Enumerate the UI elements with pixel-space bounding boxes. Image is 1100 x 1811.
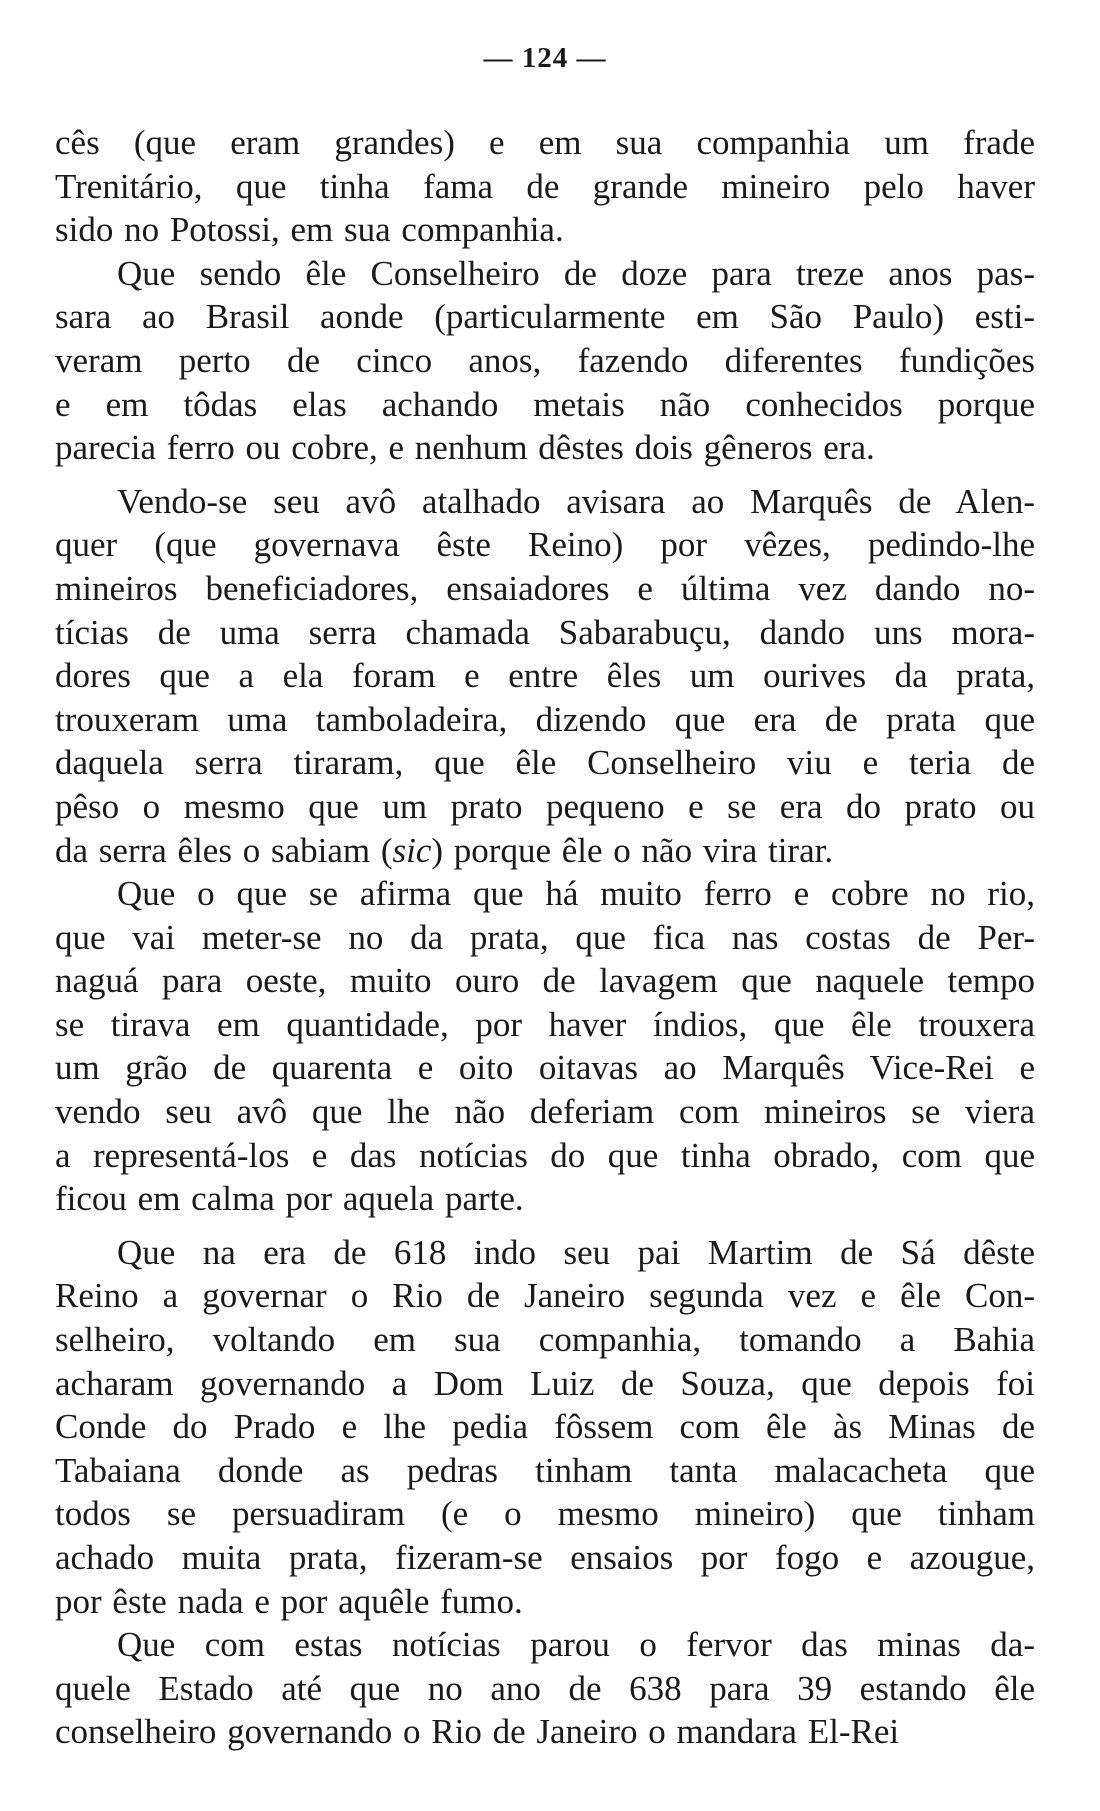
text-line: Tabaiana donde as pedras tinham tanta malacacheta que xyxy=(55,1450,1035,1490)
text-line: Trenitário, que tinha fama de grande mineiro pelo haver xyxy=(55,166,1035,206)
text-line: Que o que se afirma que há muito ferro e cobre no rio, xyxy=(117,874,1035,914)
paragraph xyxy=(55,1231,1035,1623)
paragraph xyxy=(55,252,1035,470)
text-line: daquela serra tiraram, que êle Conselheiro viu e teria de xyxy=(55,743,1035,783)
text-line: naguá para oeste, muito ouro de lavagem que naquele tempo xyxy=(55,961,1035,1001)
text-line: da serra êles o sabiam (sic) porque êle o não vira tirar. xyxy=(55,830,834,870)
text-line: que vai meter-se no da prata, que fica nas costas de Per- xyxy=(55,917,1035,957)
text-line: e em tôdas elas achando metais não conhecidos porque xyxy=(55,384,1035,424)
text-line: ficou em calma por aquela parte. xyxy=(55,1179,524,1219)
text-line: acharam governando a Dom Luiz de Souza, que depois foi xyxy=(55,1363,1035,1403)
text-line: trouxeram uma tamboladeira, dizendo que era de prata que xyxy=(55,699,1035,739)
paragraph xyxy=(55,121,1035,252)
text-line: por êste nada e por aquêle fumo. xyxy=(55,1581,523,1621)
text-line: dores que a ela foram e entre êles um ourives da prata, xyxy=(55,656,1035,696)
text-line: sara ao Brasil aonde (particularmente em São Paulo) esti- xyxy=(55,297,1035,337)
text-line: achado muita prata, fizeram-se ensaios por fogo e azougue, xyxy=(55,1538,1035,1577)
text-line: Que com estas notícias parou o fervor das minas da- xyxy=(117,1625,1035,1665)
text-line: parecia ferro ou cobre, e nenhum dêstes dois gêneros era. xyxy=(55,428,875,468)
text-line: sido no Potossi, em sua companhia. xyxy=(55,210,564,250)
body-text xyxy=(55,121,1035,1754)
text-line: vendo seu avô que lhe não deferiam com mineiros se viera xyxy=(55,1092,1035,1132)
paragraph xyxy=(55,1623,1035,1754)
paragraph xyxy=(55,480,1035,872)
text-line: tícias de uma serra chamada Sabarabuçu, dando uns mora- xyxy=(55,612,1035,652)
text-line: pêso o mesmo que um prato pequeno e se era do prato ou xyxy=(55,786,1035,826)
text-line: veram perto de cinco anos, fazendo diferentes fundições xyxy=(55,340,1035,380)
book-page xyxy=(55,40,1035,1754)
text-line: quele Estado até que no ano de 638 para 39 estando êle xyxy=(55,1668,1035,1708)
text-line: cês (que eram grandes) e em sua companhia um frade xyxy=(55,123,1035,162)
text-line: mineiros beneficiadores, ensaiadores e última vez dando no- xyxy=(55,568,1035,608)
paragraph xyxy=(55,872,1035,1221)
text-line: um grão de quarenta e oito oitavas ao Marquês Vice-Rei e xyxy=(55,1048,1035,1088)
text-line: Reino a governar o Rio de Janeiro segunda vez e êle Con- xyxy=(55,1276,1035,1316)
text-line: todos se persuadiram (e o mesmo mineiro) que tinham xyxy=(55,1494,1035,1534)
text-line: a representá-los e das notícias do que tinha obrado, com que xyxy=(55,1135,1035,1175)
page-number: — 124 — xyxy=(483,42,607,74)
text-line: Vendo-se seu avô atalhado avisara ao Marquês de Alen- xyxy=(117,481,1035,521)
text-line: Que na era de 618 indo seu pai Martim de Sá dêste xyxy=(117,1232,1035,1272)
text-line: conselheiro governando o Rio de Janeiro o mandara El-Rei xyxy=(55,1712,900,1752)
text-line: selheiro, voltando em sua companhia, tomando a Bahia xyxy=(55,1320,1035,1360)
text-line: Que sendo êle Conselheiro de doze para treze anos pas- xyxy=(117,253,1035,293)
text-line: se tirava em quantidade, por haver índios, que êle trouxera xyxy=(55,1004,1035,1044)
text-line: quer (que governava êste Reino) por vêzes, pedindo-lhe xyxy=(55,525,1035,565)
text-line: Conde do Prado e lhe pedia fôssem com êle às Minas de xyxy=(55,1407,1035,1447)
